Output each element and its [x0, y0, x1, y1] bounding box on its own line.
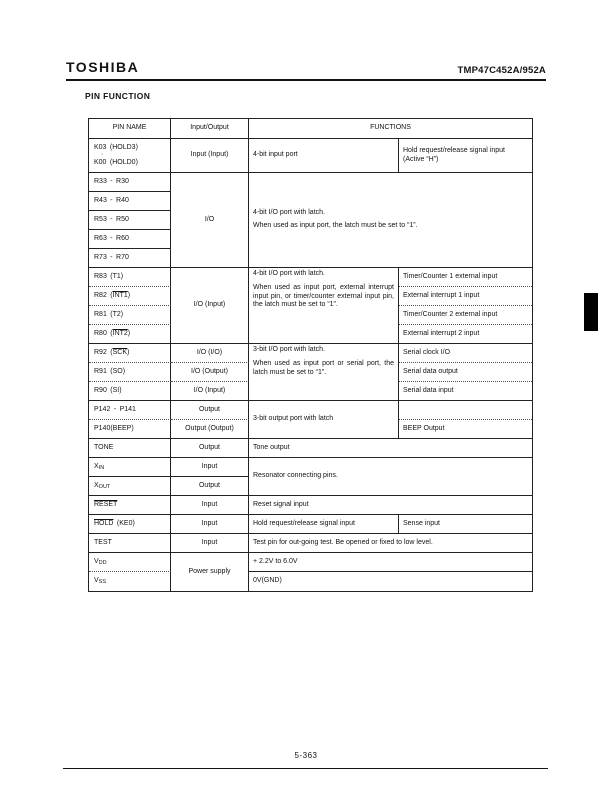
part-number: TMP47C452A/952A	[457, 65, 546, 76]
function-cell: Resonator connecting pins.	[249, 458, 532, 496]
io-cell: I/O (Input)	[171, 382, 249, 401]
pin-name-cell	[89, 139, 171, 173]
pin-name-text: K00 (HOLD0)	[94, 158, 138, 166]
table-row	[89, 496, 532, 515]
function-cell: 3-bit output port with latch	[249, 401, 399, 439]
io-cell: Input (Input)	[171, 139, 249, 173]
function-cell: 0V(GND)	[253, 577, 282, 585]
function-cell: Reset signal input	[249, 496, 532, 515]
header-divider	[66, 79, 546, 81]
function-cell	[249, 268, 399, 344]
io-cell: I/O (Output)	[171, 363, 249, 382]
io-cell: I/O	[171, 173, 249, 268]
pin-name-text: )	[127, 291, 131, 299]
pin-subscript: SS	[98, 579, 107, 586]
function-cell: + 2.2V to 6.0V	[249, 553, 532, 572]
range-dot: ·	[101, 151, 104, 159]
pin-name-cell: P142 - P141	[89, 401, 171, 420]
io-cell: Input	[171, 496, 249, 515]
pin-name-text: R92 (	[94, 348, 113, 356]
io-cell: I/O (I/O)	[171, 344, 249, 363]
io-cell: Output (Output)	[171, 420, 249, 439]
io-cell: I/O (Input)	[171, 268, 249, 344]
table-row	[89, 534, 532, 553]
io-cell: Output	[171, 477, 249, 496]
pin-name-cell: P140(BEEP)	[89, 420, 171, 439]
pin-name-cell	[89, 287, 171, 306]
table-row	[89, 173, 532, 192]
function-line: 4-bit I/O port with latch.	[253, 209, 325, 217]
function-cell: Hold request/release signal input	[249, 515, 399, 534]
io-cell: Input	[171, 534, 249, 553]
pin-name-cell	[89, 458, 171, 477]
pin-name-cell: TONE	[89, 439, 171, 458]
table-row	[89, 515, 532, 534]
function-detail-cell: Timer/Counter 1 external input	[399, 268, 532, 287]
function-line: When used as input port, the latch must be set to “1”.	[253, 222, 418, 229]
function-detail-cell: Serial data input	[399, 382, 532, 401]
col-header-pin-name: PIN NAME	[89, 119, 171, 139]
section-index-tab	[584, 293, 598, 331]
brand-logo: TOSHIBA	[66, 59, 140, 75]
pin-name-text: X	[94, 481, 99, 489]
pin-name-text: R82 (	[94, 291, 113, 299]
function-cell	[249, 344, 399, 401]
function-line: (Active “H”)	[403, 155, 439, 163]
pin-name-cell: R91 (SO)	[89, 363, 171, 382]
io-cell: Output	[171, 401, 249, 420]
pin-name-text: V	[94, 557, 99, 565]
pin-name-text: X	[94, 462, 99, 470]
table-row	[89, 401, 532, 420]
io-cell: Output	[171, 439, 249, 458]
pin-name-cell	[89, 325, 171, 344]
table-row	[89, 439, 532, 458]
pin-name-cell	[89, 344, 171, 363]
pin-name-cell: R53 - R50	[89, 211, 171, 230]
table-row	[89, 572, 532, 591]
pin-name-cell: R43 - R40	[89, 192, 171, 211]
pin-subscript: OUT	[98, 483, 111, 490]
function-cell	[249, 173, 532, 268]
pin-name-overline: $\overline{SCK}$	[112, 348, 128, 356]
pin-name-cell: R81 (T2)	[89, 306, 171, 325]
pin-name-cell	[89, 572, 171, 591]
io-cell: Input	[171, 458, 249, 477]
pin-name-cell	[89, 477, 171, 496]
function-detail-cell: Sense input	[399, 515, 532, 534]
pin-name-text: )	[127, 329, 131, 337]
pin-name-overline: RESET	[94, 500, 118, 508]
pin-name-text: )	[127, 348, 130, 356]
table-row	[89, 553, 532, 572]
function-cell: Tone output	[249, 439, 532, 458]
col-header-io: Input/Output	[171, 119, 249, 139]
pin-name-cell: R73 - R70	[89, 249, 171, 268]
pin-name-cell	[89, 496, 171, 515]
function-cell: Test pin for out-going test. Be opened or fixed to low level.	[249, 534, 532, 553]
pin-name-overline: INT2	[112, 329, 128, 337]
function-detail-cell-empty	[399, 401, 532, 420]
function-detail-cell: Serial clock I/O	[399, 344, 532, 363]
page-number: 5-363	[294, 751, 318, 760]
pin-subscript: DD	[98, 559, 107, 566]
pin-name-cell	[89, 553, 171, 572]
function-detail-cell: Serial data output	[399, 363, 532, 382]
pin-name-text: (KE0)	[113, 519, 135, 527]
function-detail-cell: External interrupt 2 input	[399, 325, 532, 344]
pin-subscript: IN	[98, 464, 105, 471]
pin-name-text: K03 (HOLD3)	[94, 143, 138, 151]
function-line: When used as input port, external interrupt input pin, or timer/counter external input pin, the latch must be set to “1”.	[253, 283, 394, 309]
table-row	[89, 268, 532, 287]
footer-divider	[63, 768, 548, 769]
pin-name-text: V	[94, 577, 99, 585]
pin-name-cell: R33 - R30	[89, 173, 171, 192]
pin-function-table	[88, 118, 533, 592]
io-cell: Input	[171, 515, 249, 534]
function-line: When used as input port or serial port, the latch must be set to “1”.	[253, 359, 394, 376]
function-cell: 4-bit input port	[249, 139, 399, 173]
function-detail-cell	[399, 139, 532, 173]
io-cell: Power supply	[171, 553, 249, 591]
pin-name-cell	[89, 515, 171, 534]
table-row	[89, 139, 532, 173]
function-line: 4-bit I/O port with latch.	[253, 270, 325, 277]
function-line: 3-bit I/O port with latch.	[253, 346, 325, 353]
pin-name-overline: INT1	[112, 291, 128, 299]
function-detail-cell: External interrupt 1 input	[399, 287, 532, 306]
page-title: PIN FUNCTION	[85, 91, 151, 101]
function-detail-cell: Timer/Counter 2 external input	[399, 306, 532, 325]
pin-name-cell: R90 (SI)	[89, 382, 171, 401]
pin-name-cell: R83 (T1)	[89, 268, 171, 287]
table-row	[89, 458, 532, 477]
pin-name-overline: HOLD	[94, 519, 114, 527]
function-line: Hold request/release signal input	[403, 146, 505, 154]
pin-name-cell: R63 - R60	[89, 230, 171, 249]
pin-name-text: R80 (	[94, 329, 113, 337]
function-detail-cell: BEEP Output	[399, 420, 532, 439]
table-header-row	[89, 119, 532, 139]
pin-name-cell: TEST	[89, 534, 171, 553]
table-row	[89, 344, 532, 363]
col-header-functions: FUNCTIONS	[249, 119, 532, 139]
